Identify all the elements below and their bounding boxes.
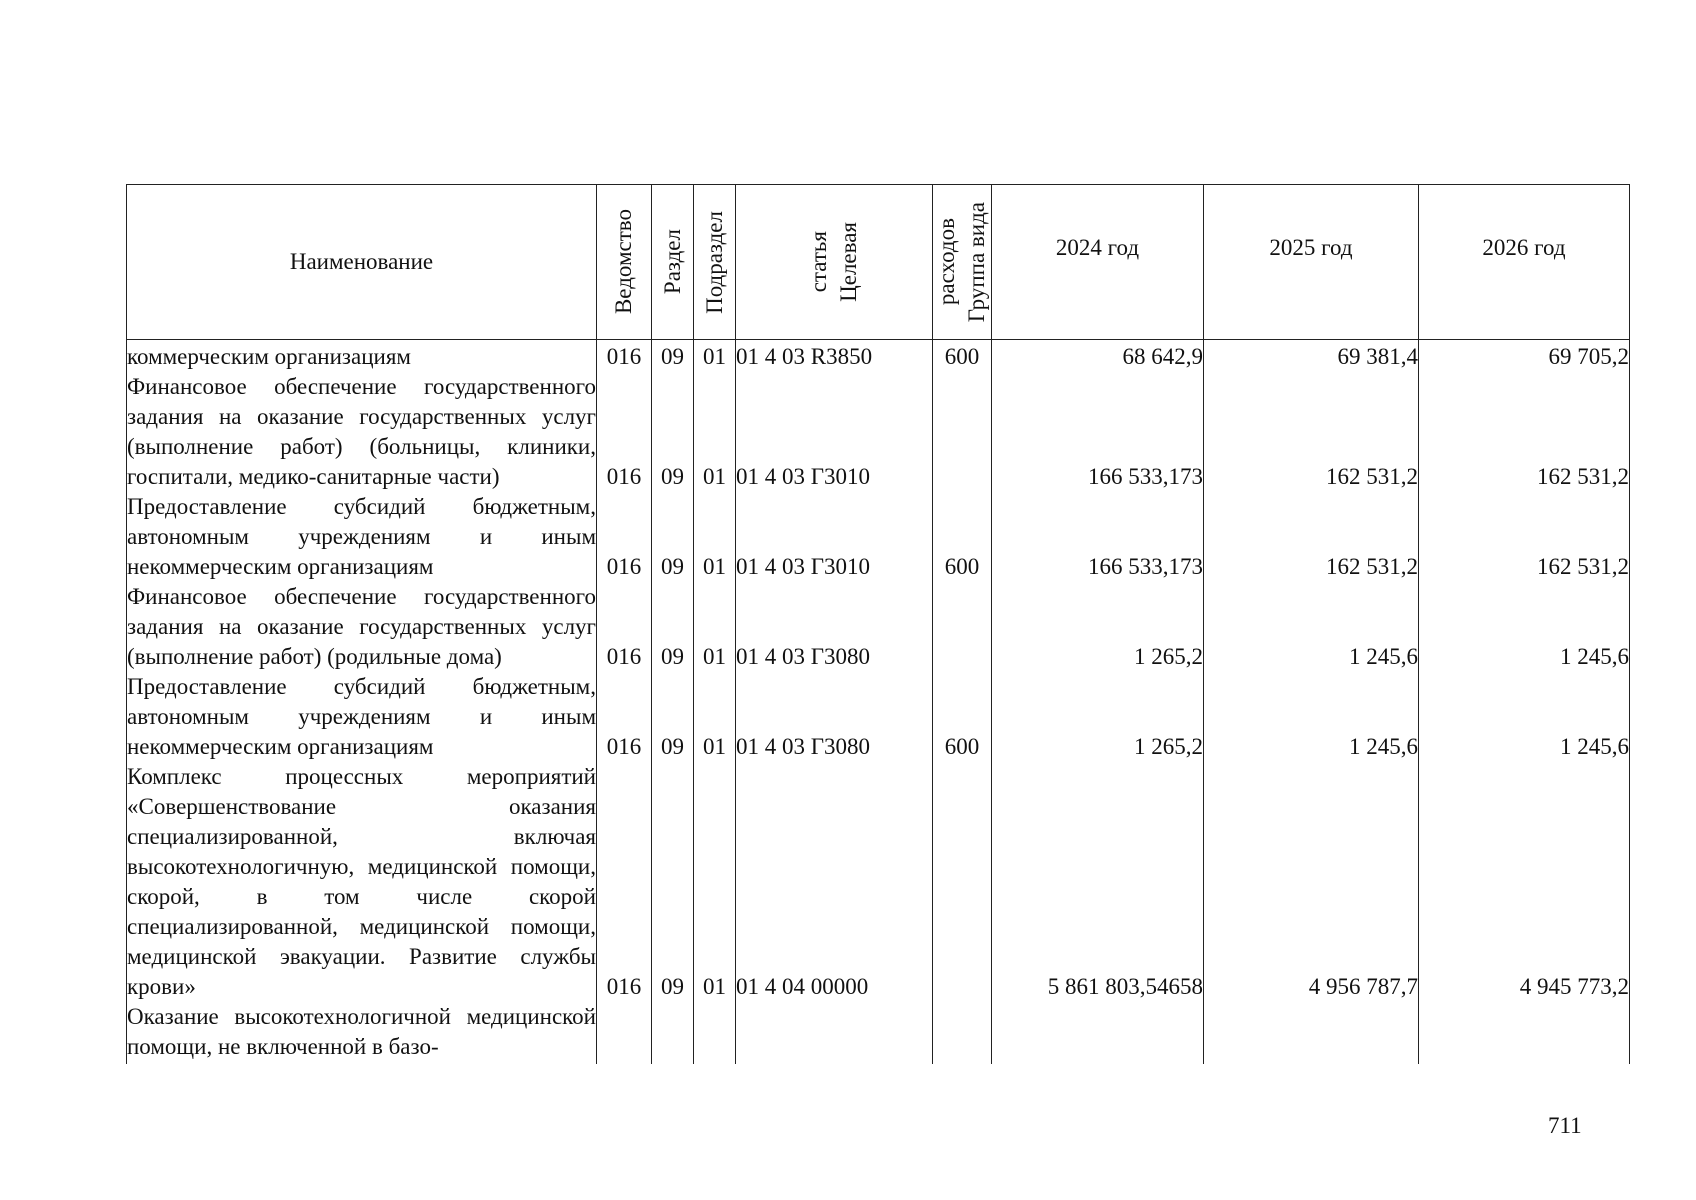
row-celevaya: 01 4 03 Г3080 — [736, 672, 933, 762]
header-year-2025: 2025 год — [1204, 185, 1419, 340]
row-2025: 1 245,6 — [1204, 672, 1419, 762]
row-name: Комплекс процессных мероприятий «Совершенствование оказания специализированной, включая высокотехнологичную, медицинской помощи, скорой, в том числе скорой специализированной, медицинской помощи, медицинской эвакуации. Развитие службы крови» — [127, 762, 597, 1002]
row-2025: 1 245,6 — [1204, 582, 1419, 672]
row-razdel: 09 — [652, 372, 694, 492]
row-razdel: 09 — [652, 582, 694, 672]
row-podrazdel: 01 — [694, 582, 736, 672]
row-name: коммерческим организациям — [127, 340, 597, 373]
table-row — [127, 672, 1630, 762]
row-vedomstvo: 016 — [597, 672, 652, 762]
row-razdel: 09 — [652, 492, 694, 582]
header-vedomstvo: Ведомство — [597, 185, 652, 340]
row-celevaya: 01 4 03 Г3080 — [736, 582, 933, 672]
row-2026: 162 531,2 — [1419, 372, 1630, 492]
header-razdel: Раздел — [652, 185, 694, 340]
header-year-2026: 2026 год — [1419, 185, 1630, 340]
header-gruppa-vida-rashodov: расходов Группа вида — [933, 185, 992, 340]
row-vedomstvo — [597, 1002, 652, 1064]
row-gruppa — [933, 762, 992, 1002]
row-gruppa: 600 — [933, 672, 992, 762]
header-name: Наименование — [127, 185, 597, 340]
row-name: Финансовое обеспечение государственного задания на оказание государственных услуг (выполнение работ) (больницы, клиники, госпитали, медико-санитарные части) — [127, 372, 597, 492]
row-2026: 69 705,2 — [1419, 340, 1630, 373]
row-celevaya: 01 4 04 00000 — [736, 762, 933, 1002]
row-razdel — [652, 1002, 694, 1064]
row-celevaya: 01 4 03 Г3010 — [736, 492, 933, 582]
row-razdel: 09 — [652, 340, 694, 373]
row-razdel: 09 — [652, 762, 694, 1002]
row-2025: 162 531,2 — [1204, 372, 1419, 492]
row-vedomstvo: 016 — [597, 762, 652, 1002]
table-row — [127, 372, 1630, 492]
row-gruppa: 600 — [933, 492, 992, 582]
header-podrazdel: Подраздел — [694, 185, 736, 340]
row-2025: 162 531,2 — [1204, 492, 1419, 582]
table-row — [127, 762, 1630, 1002]
row-2026: 162 531,2 — [1419, 492, 1630, 582]
row-2025 — [1204, 1002, 1419, 1064]
row-name: Предоставление субсидий бюджетным, автономным учреждениям и иным некоммерческим организациям — [127, 492, 597, 582]
row-gruppa — [933, 372, 992, 492]
row-2026 — [1419, 1002, 1630, 1064]
row-vedomstvo: 016 — [597, 372, 652, 492]
row-2024 — [992, 1002, 1204, 1064]
row-gruppa: 600 — [933, 340, 992, 373]
table-row — [127, 340, 1630, 373]
row-celevaya — [736, 1002, 933, 1064]
row-podrazdel: 01 — [694, 340, 736, 373]
row-celevaya: 01 4 03 R3850 — [736, 340, 933, 373]
row-2026: 1 245,6 — [1419, 672, 1630, 762]
row-podrazdel: 01 — [694, 762, 736, 1002]
row-razdel: 09 — [652, 672, 694, 762]
row-2026: 4 945 773,2 — [1419, 762, 1630, 1002]
table-row — [127, 582, 1630, 672]
budget-table — [126, 184, 1630, 1064]
row-2024: 1 265,2 — [992, 672, 1204, 762]
row-2024: 166 533,173 — [992, 372, 1204, 492]
row-2025: 4 956 787,7 — [1204, 762, 1419, 1002]
row-vedomstvo: 016 — [597, 492, 652, 582]
table-row — [127, 1002, 1630, 1064]
row-gruppa — [933, 1002, 992, 1064]
row-vedomstvo: 016 — [597, 340, 652, 373]
page-number: 711 — [1548, 1113, 1582, 1138]
header-celevaya-statya: статья Целевая — [736, 185, 933, 340]
row-gruppa — [933, 582, 992, 672]
row-vedomstvo: 016 — [597, 582, 652, 672]
row-2024: 1 265,2 — [992, 582, 1204, 672]
row-name: Финансовое обеспечение государственного задания на оказание государственных услуг (выполнение работ) (родильные дома) — [127, 582, 597, 672]
row-podrazdel: 01 — [694, 492, 736, 582]
row-2024: 5 861 803,54658 — [992, 762, 1204, 1002]
row-2026: 1 245,6 — [1419, 582, 1630, 672]
row-podrazdel: 01 — [694, 372, 736, 492]
row-podrazdel — [694, 1002, 736, 1064]
header-year-2024: 2024 год — [992, 185, 1204, 340]
row-name: Предоставление субсидий бюджетным, автономным учреждениям и иным некоммерческим организациям — [127, 672, 597, 762]
row-podrazdel: 01 — [694, 672, 736, 762]
row-2025: 69 381,4 — [1204, 340, 1419, 373]
row-name: Оказание высокотехнологичной медицинской помощи, не включенной в базо- — [127, 1002, 597, 1064]
table-row — [127, 492, 1630, 582]
row-2024: 68 642,9 — [992, 340, 1204, 373]
table-header-row — [127, 185, 1630, 340]
row-2024: 166 533,173 — [992, 492, 1204, 582]
row-celevaya: 01 4 03 Г3010 — [736, 372, 933, 492]
